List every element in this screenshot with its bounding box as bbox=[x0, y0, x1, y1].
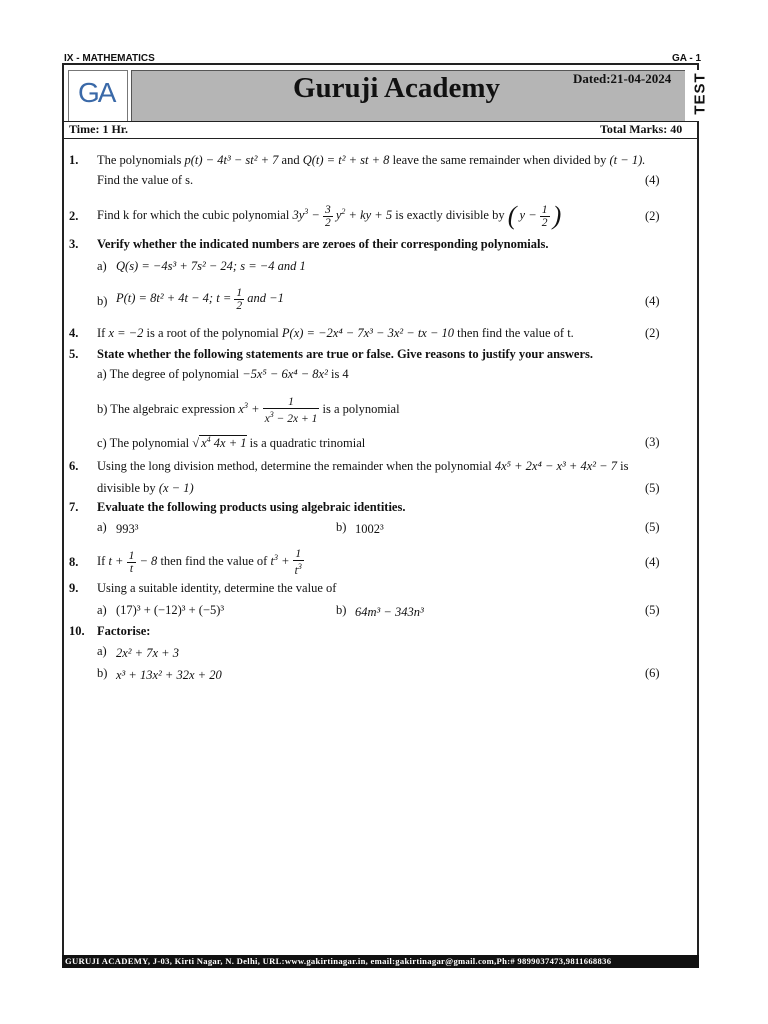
q5c-expr: √ $x^4$ 4x + 1 bbox=[192, 435, 247, 451]
q5-number: 5. bbox=[69, 347, 79, 361]
q7b-label: b) bbox=[336, 520, 347, 534]
q3a-label: a) bbox=[97, 259, 107, 273]
q5b-post: is a polynomial bbox=[322, 402, 400, 417]
q6-number: 6. bbox=[69, 459, 79, 473]
q8-text bbox=[97, 543, 304, 577]
q5a-expr: −5x⁵ − 6x⁴ − 8x² bbox=[242, 367, 328, 381]
q1-expr2: Q(t) = t² + st + 8 bbox=[302, 153, 390, 167]
paper-code: GA - 1 bbox=[672, 53, 702, 64]
q10-text: Factorise: bbox=[97, 624, 151, 638]
q5b bbox=[97, 391, 400, 425]
q3-marks: (4) bbox=[645, 294, 660, 308]
q1-divisor: (t − 1). bbox=[609, 153, 646, 167]
logo: GA bbox=[78, 77, 115, 108]
q2-expr: $3y^3$ − $\frac{3}{2}$ $y^2$ + ky + 5 bbox=[292, 203, 393, 229]
q1-post: leave the same remainder when divided by bbox=[392, 153, 607, 167]
q5a-label: a) The degree of polynomial bbox=[97, 367, 240, 381]
q3b-label: b) bbox=[97, 294, 108, 308]
q7a-label: a) bbox=[97, 520, 107, 534]
q5c-label: c) The polynomial bbox=[97, 436, 190, 451]
q10b-expr: x³ + 13x² + 32x + 20 bbox=[116, 668, 222, 682]
q7-text: Evaluate the following products using algebraic identities. bbox=[97, 500, 406, 514]
q6-post: is bbox=[620, 459, 629, 473]
q5-marks: (3) bbox=[645, 435, 660, 449]
q8-expr1: t + $\frac{1}{t}$ − 8 bbox=[108, 549, 158, 575]
q2-text bbox=[97, 197, 561, 231]
q1-text bbox=[97, 153, 645, 168]
q9b-expr: 64m³ − 343n³ bbox=[355, 605, 424, 619]
q2-divisor: ( y − $\frac{1}{2}$ ) bbox=[507, 201, 562, 231]
q9-number: 9. bbox=[69, 581, 79, 595]
q8-pre: If bbox=[97, 554, 106, 569]
q1-pre: The polynomials bbox=[97, 153, 182, 167]
q7-number: 7. bbox=[69, 500, 79, 514]
q1-line2: Find the value of s. bbox=[97, 173, 194, 187]
q2-pre: Find k for which the cubic polynomial bbox=[97, 208, 290, 223]
q3a-expr: Q(s) = −4s³ + 7s² − 24; s = −4 and 1 bbox=[116, 259, 306, 273]
q5b-expr: $x^3$ + $\frac{1}{x^3 - 2x + 1}$ bbox=[238, 395, 318, 425]
page-title: Guruji Academy bbox=[293, 72, 501, 104]
q1-number: 1. bbox=[69, 153, 79, 167]
q7a-expr: 993³ bbox=[116, 522, 139, 536]
q9-text: Using a suitable identity, determine the value of bbox=[97, 581, 337, 595]
q4-number: 4. bbox=[69, 326, 79, 340]
q4-pre: If bbox=[97, 326, 106, 340]
q6-pre: Using the long division method, determine the remainder when the polynomial bbox=[97, 459, 492, 473]
q8-expr2: $t^3$ + $\frac{1}{t^3}$ bbox=[270, 547, 302, 577]
q3b-post: and −1 bbox=[247, 291, 284, 305]
q4-x: x = −2 bbox=[108, 326, 144, 340]
q4-text bbox=[97, 326, 574, 341]
q6-marks: (5) bbox=[645, 481, 660, 495]
footer-bar bbox=[62, 955, 699, 968]
footer-text: GURUJI ACADEMY, J-03, Kirti Nagar, N. Delhi, URL:www.gakirtinagar.in, email:gakirtinagar@gmail.com,Ph:# 9899037473,9811668836 bbox=[65, 956, 612, 966]
q1-expr1: p(t) − 4t³ − st² + 7 bbox=[184, 153, 279, 167]
q6-line2 bbox=[97, 481, 194, 496]
total-marks: Total Marks: 40 bbox=[600, 122, 683, 136]
q10-number: 10. bbox=[69, 624, 85, 638]
q9a-expr: (17)³ + (−12)³ + (−5)³ bbox=[116, 603, 225, 617]
q5-text: State whether the following statements are true or false. Give reasons to justify your answers. bbox=[97, 347, 594, 361]
q7-marks: (5) bbox=[645, 520, 660, 534]
q4-mid: is a root of the polynomial bbox=[146, 326, 279, 340]
q4-post: then find the value of t. bbox=[457, 326, 574, 340]
q8-number: 8. bbox=[69, 555, 79, 569]
q4-poly: P(x) = −2x⁴ − 7x³ − 3x² − tx − 10 bbox=[281, 326, 455, 340]
q2-post: is exactly divisible by bbox=[395, 208, 505, 223]
q10-marks: (6) bbox=[645, 666, 660, 680]
q9a-label: a) bbox=[97, 603, 107, 617]
q3b-expr: P(t) = 8t² + 4t − 4; t = $\frac{1}{2}$ and −1 bbox=[116, 286, 284, 312]
q5a-post: is 4 bbox=[330, 367, 349, 381]
q6-divisor: (x − 1) bbox=[158, 481, 194, 495]
q7b-expr: 1002³ bbox=[355, 522, 384, 536]
q2-number: 2. bbox=[69, 209, 79, 223]
q2-marks: (2) bbox=[645, 209, 660, 223]
q3-text: Verify whether the indicated numbers are zeroes of their corresponding polynomials. bbox=[97, 237, 549, 251]
subject-label: IX - MATHEMATICS bbox=[64, 53, 155, 64]
q6-text bbox=[97, 459, 628, 474]
q10a-label: a) bbox=[97, 644, 107, 658]
q4-marks: (2) bbox=[645, 326, 660, 340]
q1-mid: and bbox=[281, 153, 300, 167]
q5c-post: is a quadratic trinomial bbox=[249, 436, 366, 451]
time-label: Time: 1 Hr. bbox=[69, 122, 128, 136]
q5b-label: b) The algebraic expression bbox=[97, 402, 236, 417]
q5a bbox=[97, 367, 349, 382]
q1-marks: (4) bbox=[645, 173, 660, 187]
q6-line2-text: divisible by bbox=[97, 481, 156, 495]
q3-number: 3. bbox=[69, 237, 79, 251]
date-label: Dated:21-04-2024 bbox=[573, 71, 672, 86]
q8-mid: then find the value of bbox=[160, 554, 268, 569]
q9-marks: (5) bbox=[645, 603, 660, 617]
q10b-label: b) bbox=[97, 666, 108, 680]
test-tab-label: TEST bbox=[691, 72, 709, 115]
q3b-pre: P(t) = 8t² + 4t − 4; t = bbox=[116, 291, 232, 305]
q6-poly: 4x⁵ + 2x⁴ − x³ + 4x² − 7 bbox=[494, 459, 617, 473]
q8-marks: (4) bbox=[645, 555, 660, 569]
q10a-expr: 2x² + 7x + 3 bbox=[116, 646, 179, 660]
q5c bbox=[97, 435, 365, 451]
q9b-label: b) bbox=[336, 603, 347, 617]
